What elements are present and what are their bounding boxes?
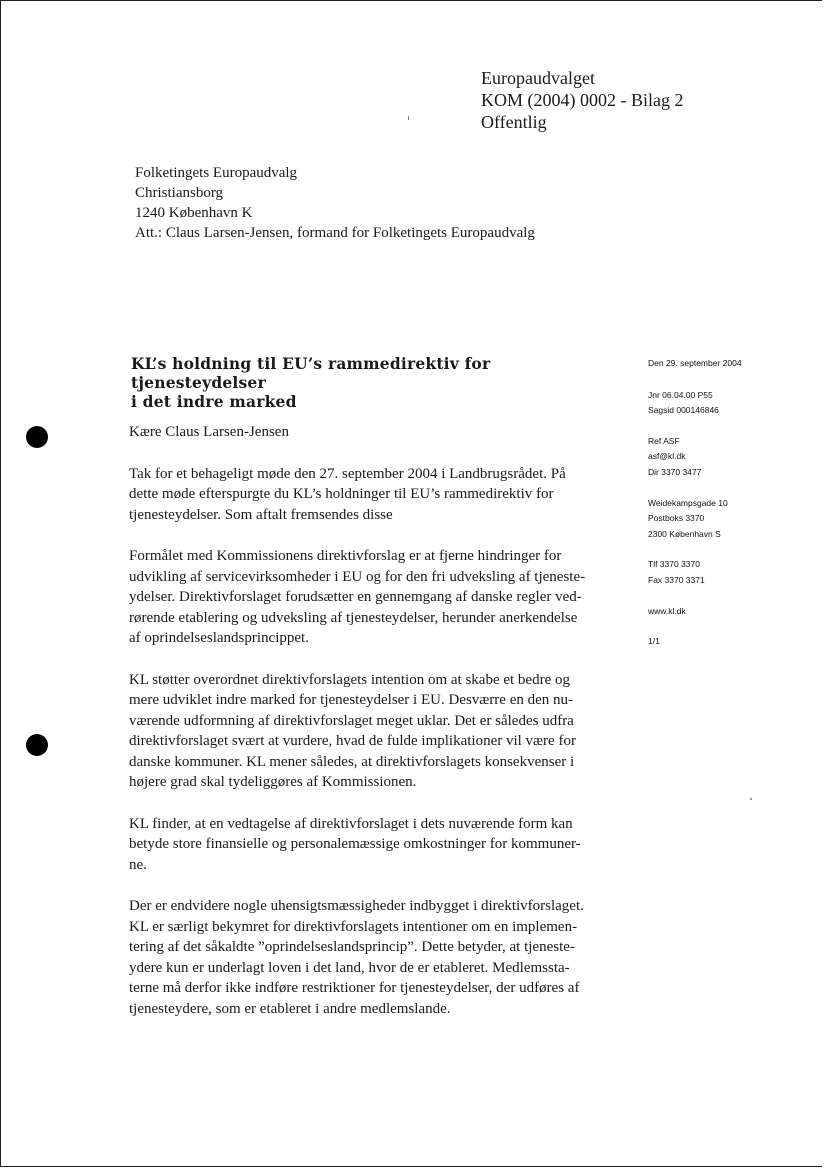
header-committee: Europaudvalget bbox=[481, 68, 595, 88]
case-id: Sagsid 000146846 bbox=[648, 405, 719, 416]
paragraph-2 bbox=[129, 546, 611, 649]
recipient-attention: Att.: Claus Larsen-Jensen, formand for Folketingets Europaudvalg bbox=[135, 225, 535, 241]
text-line: betyde store finansielle og personalemæssige omkostninger for kommuner- bbox=[129, 836, 581, 852]
text-line: Tak for et behageligt møde den 27. september 2004 i Landbrugsrådet. På bbox=[129, 465, 566, 482]
sender-email: asf@kl.dk bbox=[648, 451, 686, 462]
header-reference: KOM (2004) 0002 - Bilag 2 bbox=[481, 90, 684, 110]
recipient-building: Christiansborg bbox=[135, 185, 224, 201]
sender-ref: Ref ASF bbox=[648, 435, 680, 446]
text-line: dette møde efterspurgte du KL’s holdninger til EU’s rammedirektiv for bbox=[129, 486, 554, 502]
header-status: Offentlig bbox=[481, 112, 547, 132]
text-line: højere grad skal tydeliggøres af Kommissionen. bbox=[129, 774, 417, 790]
case-reference-group bbox=[648, 388, 808, 419]
text-line: tjenesteydelser. Som aftalt fremsendes disse bbox=[129, 506, 393, 523]
scan-speck bbox=[408, 116, 409, 120]
text-line: direktivforslaget svært at vurdere, hvad de fulde implikationer vil være for bbox=[129, 733, 576, 749]
text-line: KL støtter overordnet direktivforslagets intention om at skabe et bedre og bbox=[129, 671, 570, 688]
text-line: ne. bbox=[129, 856, 147, 873]
punch-hole bbox=[26, 734, 48, 756]
text-line: tjenesteydere, som er etableret i andre medlemslande. bbox=[129, 1000, 451, 1017]
title-line: i det indre marked bbox=[131, 392, 297, 411]
page-number: 1/1 bbox=[648, 636, 660, 647]
scan-speck bbox=[750, 798, 752, 800]
text-line: udvikling af servicevirksomheder i EU og for den fri udveksling af tjeneste- bbox=[129, 568, 586, 585]
text-line: ydelser. Direktivforslaget forudsætter en gennemgang af danske regler ved- bbox=[129, 589, 582, 605]
text-line: af oprindelseslandsprincippet. bbox=[129, 630, 309, 646]
text-line: tering af det såkaldte ”oprindelseslandsprincip”. Dette betyder, at tjeneste- bbox=[129, 939, 575, 955]
web-group bbox=[648, 604, 808, 620]
paragraph-4 bbox=[129, 814, 611, 876]
sender-phone: Tlf 3370 3370 bbox=[648, 559, 700, 570]
text-line: Der er endvidere nogle uhensigtsmæssigheder indbygget i direktivforslaget. bbox=[129, 898, 584, 914]
sender-postbox: Postboks 3370 bbox=[648, 513, 705, 524]
salutation: Kære Claus Larsen-Jensen bbox=[129, 424, 289, 440]
recipient-address bbox=[135, 163, 535, 243]
sender-city: 2300 København S bbox=[648, 528, 721, 539]
text-line: KL finder, at en vedtagelse af direktivforslaget i dets nuværende form kan bbox=[129, 815, 573, 832]
text-line: mere udviklet indre marked for tjenesteydelser i EU. Desværre en den nu- bbox=[129, 692, 574, 708]
sender-sidebar bbox=[648, 356, 808, 650]
letter-date: Den 29. september 2004 bbox=[648, 358, 742, 368]
text-line: ydere kun er underlagt loven i det land, hvor de er etableret. Medlemssta- bbox=[129, 959, 570, 976]
document-header bbox=[481, 67, 683, 133]
punch-hole bbox=[26, 426, 48, 448]
title-line: KL’s holdning til EU’s rammedirektiv for tjenesteydelser bbox=[131, 354, 491, 392]
text-line: rørende etablering og udveksling af tjenesteydelser, herunder anerkendelse bbox=[129, 609, 578, 626]
recipient-city: 1240 København K bbox=[135, 205, 253, 221]
text-line: værende udformning af direktivforslaget meget uklar. Det er således udfra bbox=[129, 712, 574, 729]
text-line: KL er særligt bekymret for direktivforslagets intentioner om en implemen- bbox=[129, 918, 578, 935]
recipient-name: Folketingets Europaudvalg bbox=[135, 165, 298, 181]
journal-number: Jnr 06.04.00 P55 bbox=[648, 389, 713, 400]
sender-website: www.kl.dk bbox=[648, 605, 686, 616]
paragraph-5 bbox=[129, 896, 611, 1019]
sender-street: Weidekampsgade 10 bbox=[648, 497, 728, 508]
letter-body bbox=[129, 422, 611, 1040]
sender-fax: Fax 3370 3371 bbox=[648, 574, 705, 585]
text-line: Formålet med Kommissionens direktivforslag er at fjerne hindringer for bbox=[129, 548, 562, 564]
contact-group bbox=[648, 434, 808, 481]
sender-direct-phone: Dir 3370 3477 bbox=[648, 466, 702, 477]
letter-title bbox=[131, 354, 621, 411]
sender-address-group bbox=[648, 496, 808, 543]
text-line: danske kommuner. KL mener således, at direktivforslagets konsekvenser i bbox=[129, 753, 575, 770]
text-line: terne må derfor ikke indføre restriktioner for tjenesteydelser, der udføres af bbox=[129, 980, 580, 996]
phone-group bbox=[648, 557, 808, 588]
paragraph-3 bbox=[129, 670, 611, 793]
paragraph-1 bbox=[129, 464, 611, 526]
